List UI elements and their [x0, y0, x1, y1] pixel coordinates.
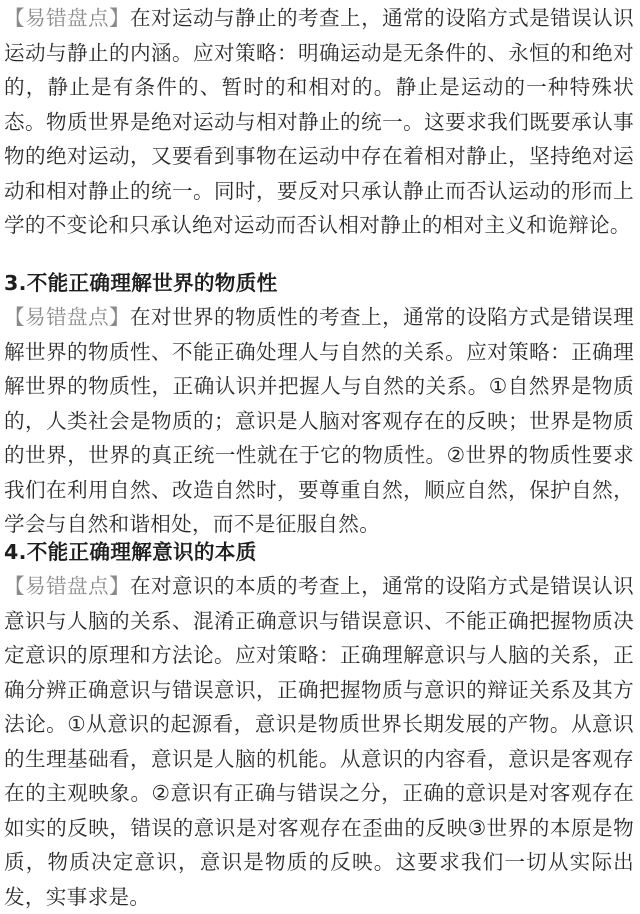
paragraph-motion-stillness: [4, 1, 634, 243]
paragraph-text: 在对运动与静止的考查上，通常的设陷方式是错误认识运动与静止的内涵。应对策略：明确运动是无条件的、永恒的和绝对的，静止是有条件的、暂时的和相对的。静止是运动的一种特殊状态。物质世界是绝对运动与相对静止的统一。这要求我们既要承认事物的绝对运动，又要看到事物在运动中存在着相对静止，坚持绝对运动和相对静止的统一。同时，要反对只承认静止而否认运动的形而上学的不变论和只承认绝对运动而否认相对静止的相对主义和诡辩论。: [4, 6, 634, 237]
section-heading-material-world: 3.不能正确理解世界的物质性: [4, 271, 278, 295]
section-heading-consciousness: 4.不能正确理解意识的本质: [4, 540, 257, 564]
error-review-tag: 【易错盘点】: [4, 305, 131, 329]
error-review-tag: 【易错盘点】: [4, 574, 131, 598]
paragraph-material-world: [4, 300, 634, 542]
paragraph-consciousness: [4, 569, 634, 914]
error-review-tag: 【易错盘点】: [4, 6, 131, 30]
paragraph-text: 在对世界的物质性的考查上，通常的设陷方式是错误理解世界的物质性、不能正确处理人与自然的关系。应对策略：正确理解世界的物质性，正确认识并把握人与自然的关系。①自然界是物质的，人类社会是物质的；意识是人脑对客观存在的反映；世界是物质的世界，世界的真正统一性就在于它的物质性。②世界的物质性要求我们在利用自然、改造自然时，要尊重自然，顺应自然，保护自然，学会与自然和谐相处，而不是征服自然。: [4, 305, 634, 536]
paragraph-text: 在对意识的本质的考查上，通常的设陷方式是错误认识意识与人脑的关系、混淆正确意识与错误意识、不能正确把握物质决定意识的原理和方法论。应对策略：正确理解意识与人脑的关系，正确分辨正确意识与错误意识，正确把握物质与意识的辩证关系及其方法论。①从意识的起源看，意识是物质世界长期发展的产物。从意识的生理基础看，意识是人脑的机能。从意识的内容看，意识是客观存在的主观映象。②意识有正确与错误之分，正确的意识是对客观存在如实的反映，错误的意识是对客观存在歪曲的反映③世界的本原是物质，物质决定意识，意识是物质的反映。这要求我们一切从实际出发，实事求是。: [4, 574, 634, 909]
